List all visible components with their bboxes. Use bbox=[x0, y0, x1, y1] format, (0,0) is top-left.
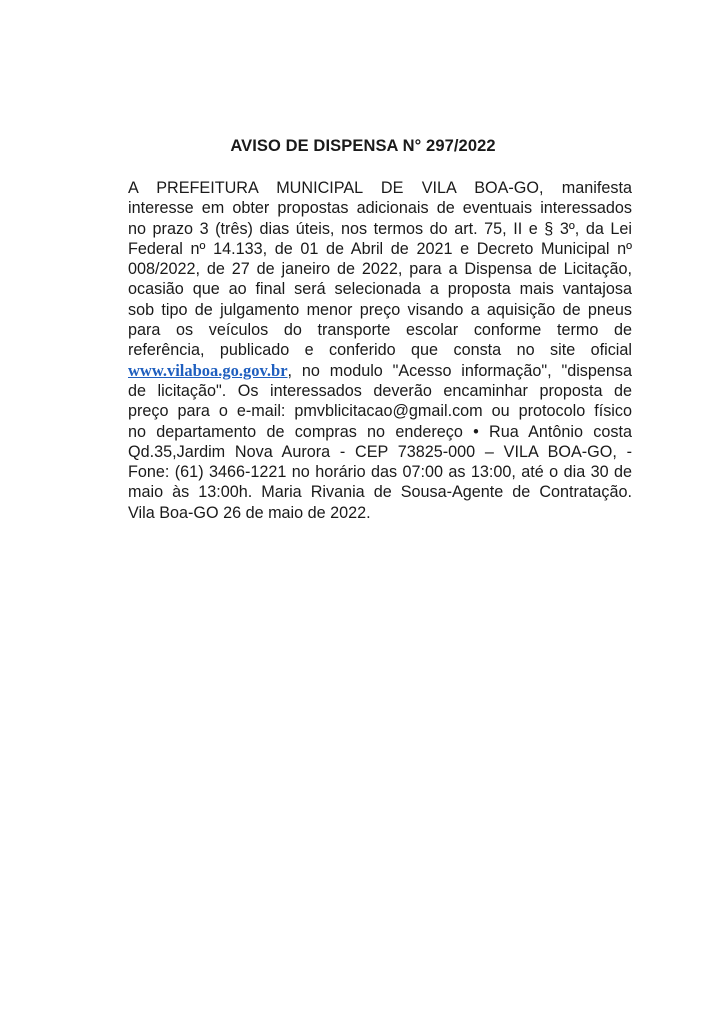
body-line: interesse em obter propostas adicionais de eventuais interessados bbox=[128, 199, 632, 218]
body-line: no departamento de compras no endereço • Rua Antônio costa bbox=[128, 422, 632, 441]
body-line: ocasião que ao final será selecionada a proposta mais vantajosa bbox=[128, 280, 632, 299]
body-line: referência, publicado e conferido que consta no site oficial bbox=[128, 341, 632, 360]
document-body bbox=[128, 178, 632, 523]
body-line-fragment: , no modulo "Acesso informação", "dispensa bbox=[287, 361, 632, 380]
document-title: AVISO DE DISPENSA N° 297/2022 bbox=[230, 137, 496, 155]
body-line: 008/2022, de 27 de janeiro de 2022, para a Dispensa de Licitação, bbox=[128, 260, 632, 279]
body-line: Qd.35,Jardim Nova Aurora - CEP 73825-000 – VILA BOA-GO, - bbox=[128, 442, 632, 461]
body-line-with-link bbox=[128, 361, 632, 381]
website-link[interactable]: www.vilaboa.go.gov.br bbox=[128, 360, 288, 380]
body-line: A PREFEITURA MUNICIPAL DE VILA BOA-GO, manifesta bbox=[128, 179, 632, 197]
body-line: Vila Boa-GO 26 de maio de 2022. bbox=[128, 503, 371, 522]
body-line: no prazo 3 (três) dias úteis, nos termos do art. 75, II e § 3º, da Lei bbox=[128, 219, 632, 238]
body-line: maio às 13:00h. Maria Rivania de Sousa-Agente de Contratação. bbox=[128, 483, 632, 502]
body-line: preço para o e-mail: pmvblicitacao@gmail.com ou protocolo físico bbox=[128, 402, 632, 421]
body-line: Federal nº 14.133, de 01 de Abril de 2021 e Decreto Municipal nº bbox=[128, 239, 632, 258]
body-line: para os veículos do transporte escolar conforme termo de bbox=[128, 321, 632, 340]
body-line: sob tipo de julgamento menor preço visando a aquisição de pneus bbox=[128, 300, 632, 319]
body-line: Fone: (61) 3466-1221 no horário das 07:00 as 13:00, até o dia 30 de bbox=[128, 463, 632, 482]
body-line: de licitação". Os interessados deverão encaminhar proposta de bbox=[128, 381, 632, 400]
